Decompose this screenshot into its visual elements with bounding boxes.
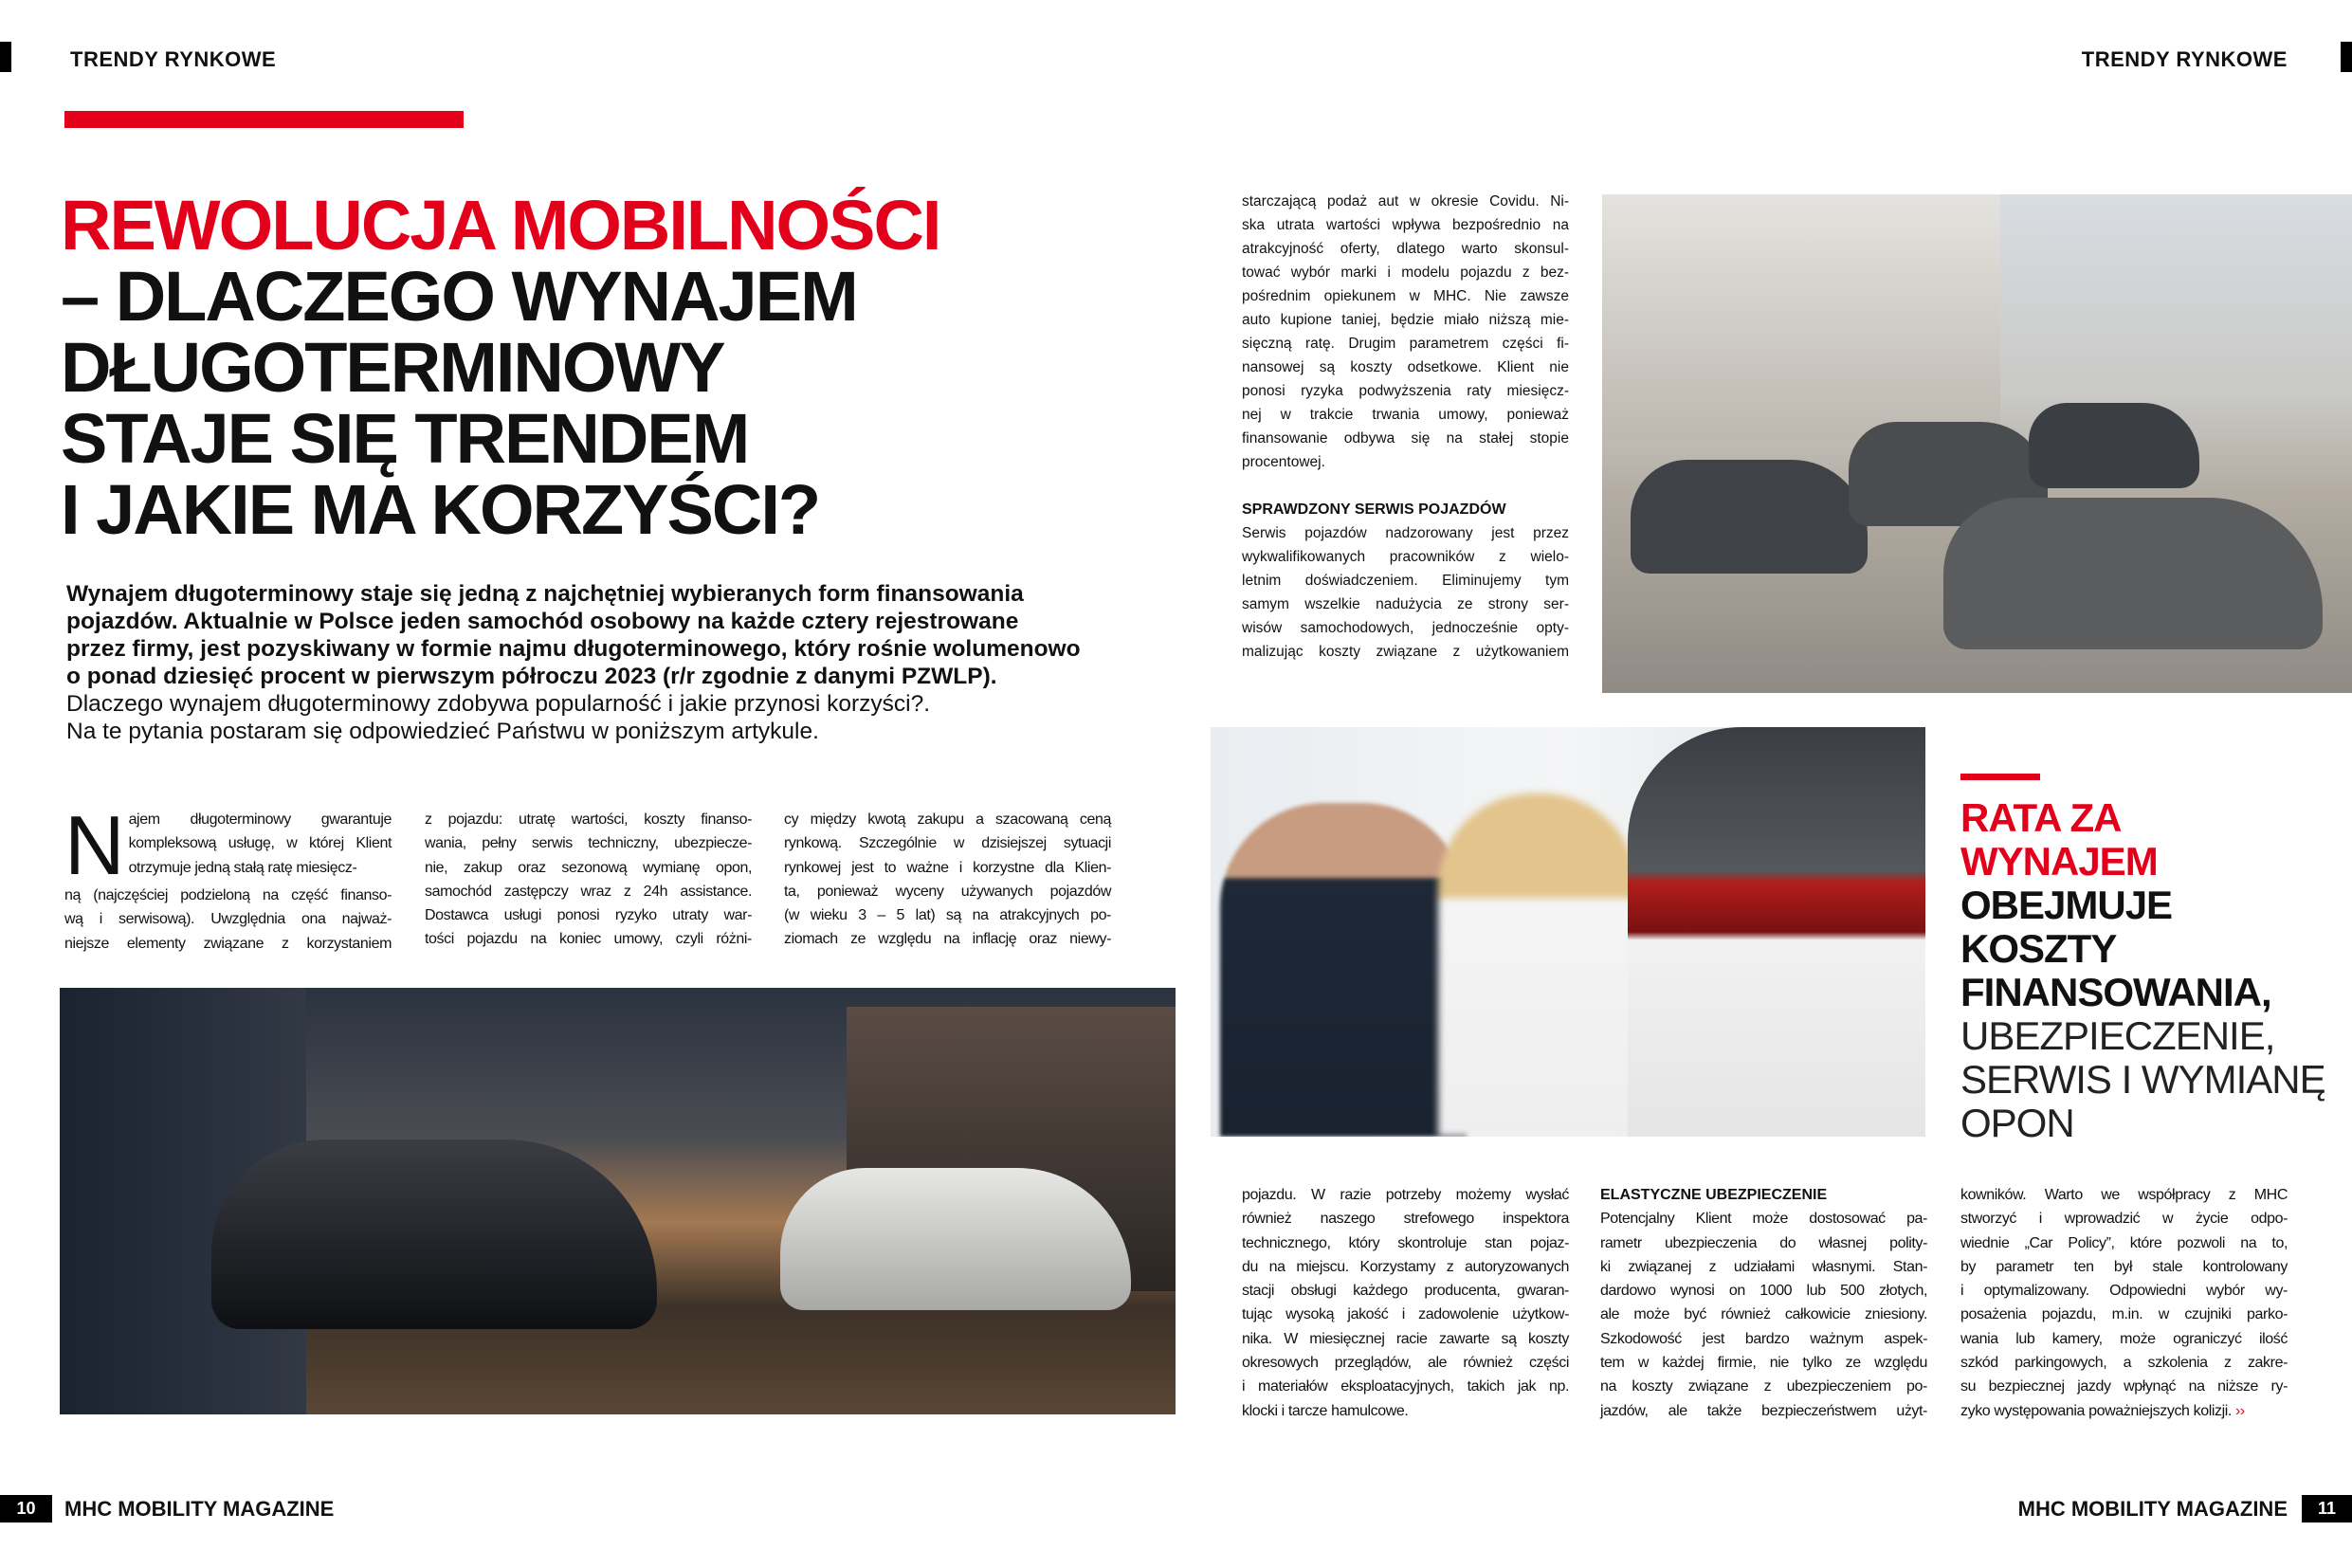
text-line: ajem długoterminowy gwarantuje (128, 811, 392, 828)
text-line: okresowych przeglądów, ale również części (1242, 1355, 1569, 1372)
text-line: ska utrata wartości wpływa bezpośrednio na (1242, 217, 1569, 233)
text-line: samym wszelkie nadużycia ze strony ser- (1242, 596, 1569, 613)
text-line: Dostawca usługi ponosi ryzyko utraty war- (425, 907, 752, 924)
text-line: posażenia pojazdu, m.in. w czujniki parko- (1960, 1306, 2288, 1323)
continue-arrow-icon: ›› (2231, 1402, 2245, 1419)
text-line: starczającą podaż aut w okresie Covidu. Ni- (1242, 193, 1569, 210)
text-line: by parametr ten był stale kontrolowany (1960, 1258, 2288, 1275)
article-title (61, 186, 940, 549)
article-column-3 (784, 808, 1111, 952)
lead-paragraph (66, 580, 1100, 745)
text-line: rynkową. Szczególnie w dzisiejszej sytuacji (784, 835, 1111, 852)
text-line: nej w trakcie trwania umowy, ponieważ (1242, 407, 1569, 423)
article-column-1 (64, 798, 392, 956)
text-line: wania, pełny serwis techniczny, ubezpiecze- (425, 835, 752, 852)
photo-cars-city-street (60, 988, 1176, 1414)
pull-quote-line: RATA ZA (1960, 795, 2122, 840)
text-line: procentowej. (1242, 454, 1325, 470)
accent-bar (1960, 774, 2040, 780)
text-line: pojazdu. W razie potrzeby możemy wysłać (1242, 1187, 1569, 1203)
text-line: su bezpiecznej jazdy wpłynąć na niższe ry- (1960, 1378, 2288, 1395)
photo-car-key-handover (1211, 727, 1925, 1137)
text-line: ziomach ze względu na inflację oraz niewy- (784, 931, 1111, 948)
text-line: ta, ponieważ wyceny używanych pojazdów (784, 883, 1111, 900)
text-line: technicznego, który skontroluje stan pojaz- (1242, 1234, 1569, 1251)
text-line: finansowanie odbywa się na stałej stopie (1242, 430, 1569, 447)
text-line: (w wieku 3 – 5 lat) są na atrakcyjnych po- (784, 907, 1111, 924)
text-line: i optymalizowany. Odpowiedni wybór wy- (1960, 1283, 2288, 1300)
text-line: również naszego strefowego inspektora (1242, 1211, 1569, 1228)
title-line: I JAKIE MA KORZYŚCI? (61, 470, 820, 549)
text-line: niejsze elementy związane z korzystaniem (64, 935, 392, 952)
photo-renault-lineup (1602, 194, 2352, 693)
text-line: nansowej są koszty odsetkowe. Klient nie (1242, 359, 1569, 375)
text-line: kompleksową usługę, w której Klient (128, 835, 392, 852)
page-number-right: 11 (2302, 1495, 2352, 1522)
pull-quote-line: OPON (1960, 1101, 2074, 1145)
text-line: Szkodowość jest bardzo ważnym aspek- (1600, 1330, 1927, 1347)
section-heading: SPRAWDZONY SERWIS POJAZDÓW (1242, 501, 1506, 518)
text-line: i materiałów eksploatacyjnych, takich jak np. (1242, 1378, 1569, 1395)
text-line: dardowo wynosi on 1000 lub 500 złotych, (1600, 1283, 1927, 1300)
lead-line: przez firmy, jest pozyskiwany w formie najmu długoterminowego, który rośnie wolumenowo (66, 636, 1081, 662)
article-column-4 (1242, 190, 1569, 664)
text-line: na koszty związane z ubezpieczeniem po- (1600, 1378, 1927, 1395)
article-column-6 (1600, 1183, 1927, 1423)
text-line: Serwis pojazdów nadzorowany jest przez (1242, 525, 1569, 542)
text-line: ponosi ryzyka podwyższenia raty miesięcz- (1242, 383, 1569, 399)
magazine-name-right: MHC MOBILITY MAGAZINE (2017, 1497, 2288, 1521)
pull-quote-line: SERWIS I WYMIANĘ (1960, 1057, 2325, 1102)
text-line: stacji obsługi każdego producenta, gwaran- (1242, 1283, 1569, 1300)
text-line: cy między kwotą zakupu a szacowaną ceną (784, 811, 1111, 828)
title-line: REWOLUCJA MOBILNOŚCI (61, 186, 940, 264)
lead-line: pojazdów. Aktualnie w Polsce jeden samochód osobowy na każde cztery rejestrowane (66, 609, 1019, 634)
text-line: z pojazdu: utratę wartości, koszty finanso- (425, 811, 752, 828)
page-edge-marker (2341, 42, 2352, 72)
lead-line: Dlaczego wynajem długoterminowy zdobywa popularność i jakie przynosi korzyści?. (66, 691, 930, 717)
text-line: szkód parkingowych, a szkolenia z zakre- (1960, 1355, 2288, 1372)
page-number-left: 10 (0, 1495, 52, 1522)
section-heading: ELASTYCZNE UBEZPIECZENIE (1600, 1187, 1828, 1203)
pull-quote (1960, 796, 2325, 1145)
text-line: kowników. Warto we współpracy z MHC (1960, 1187, 2288, 1203)
magazine-name-left: MHC MOBILITY MAGAZINE (64, 1497, 335, 1521)
text-line: sięczną ratę. Drugim parametrem części fi- (1242, 336, 1569, 352)
text-line: samochód zastępczy wraz z 24h assistance. (425, 883, 752, 900)
pull-quote-line: UBEZPIECZENIE, (1960, 1013, 2275, 1058)
article-column-2 (425, 808, 752, 952)
text-line: wykwalifikowanych pracowników z wielo- (1242, 549, 1569, 566)
section-header-right: TRENDY RYNKOWE (2081, 47, 2288, 71)
text-line: nie, zakup oraz sezonową wymianę opon, (425, 859, 752, 876)
text-line: wisów samochodowych, jednocześnie opty- (1242, 620, 1569, 637)
text-line: letnim doświadczeniem. Eliminujemy tym (1242, 573, 1569, 590)
title-line: – DLACZEGO WYNAJEM (61, 257, 857, 336)
text-line: tując wysoką jakość i zadowolenie użytkow- (1242, 1306, 1569, 1323)
text-line: tować wybór marki i modelu pojazdu z bez- (1242, 264, 1569, 281)
pull-quote-line: FINANSOWANIA, (1960, 970, 2271, 1014)
lead-line: Wynajem długoterminowy staje się jedną z najchętniej wybieranych form finansowania (66, 581, 1024, 607)
text-line: wiednie „Car Policy”, które pozwoli na to, (1960, 1234, 2288, 1251)
text-line: stworzyć i wprowadzić w życie odpo- (1960, 1211, 2288, 1228)
article-column-7 (1960, 1183, 2288, 1423)
text-line: rametr ubezpieczenia do własnej polity- (1600, 1234, 1927, 1251)
lead-line: Na te pytania postaram się odpowiedzieć Państwu w poniższym artykule. (66, 719, 819, 744)
accent-bar (64, 111, 464, 128)
section-header-left: TRENDY RYNKOWE (70, 47, 277, 71)
text-line: pośrednim opiekunem w MHC. Nie zawsze (1242, 288, 1569, 304)
text-line: zyko występowania poważniejszych kolizji. ›› (1960, 1402, 2245, 1419)
pull-quote-line: WYNAJEM (1960, 839, 2158, 884)
title-line: DŁUGOTERMINOWY (61, 328, 724, 407)
text-line: ale może być również całkowicie zniesiony. (1600, 1306, 1927, 1323)
page-edge-marker (0, 42, 11, 72)
text-line: jazdów, ale także bezpieczeństwem użyt- (1600, 1402, 1927, 1419)
text-line: nika. W miesięcznej racie zawarte są koszty (1242, 1330, 1569, 1347)
lead-line: o ponad dziesięć procent w pierwszym półroczu 2023 (r/r zgodnie z danymi PZWLP). (66, 664, 997, 689)
text-line: malizując koszty związane z użytkowaniem (1242, 644, 1569, 661)
text-line: ki związanej z udziałami własnymi. Stan- (1600, 1258, 1927, 1275)
text-line: wą i serwisową). Uwzględnia ona najważ- (64, 911, 392, 928)
text-line: ną (najczęściej podzieloną na część finanso- (64, 887, 392, 903)
text-line: Potencjalny Klient może dostosować pa- (1600, 1211, 1927, 1228)
text-line: tości pojazdu na koniec umowy, czyli różni- (425, 931, 752, 948)
text-line: otrzymuje jedną stałą ratę miesięcz- (128, 859, 357, 876)
drop-cap: N (64, 798, 125, 892)
text-line: wania lub kamery, może ograniczyć ilość (1960, 1330, 2288, 1347)
pull-quote-line: KOSZTY (1960, 926, 2117, 971)
text-line: tem w każdej firmie, nie tylko ze względu (1600, 1355, 1927, 1372)
text-line: rynkowej jest to ważne i korzystne dla Klien- (784, 859, 1111, 876)
text-line: atrakcyjność oferty, dlatego warto skonsul- (1242, 241, 1569, 257)
pull-quote-line: OBEJMUJE (1960, 883, 2173, 927)
text-line: auto kupione taniej, będzie miało niższą mie- (1242, 312, 1569, 328)
text-line: klocki i tarcze hamulcowe. (1242, 1402, 1409, 1419)
title-line: STAJE SIĘ TRENDEM (61, 399, 749, 478)
text-line: du na miejscu. Korzystamy z autoryzowanych (1242, 1258, 1569, 1275)
article-column-5 (1242, 1183, 1569, 1423)
